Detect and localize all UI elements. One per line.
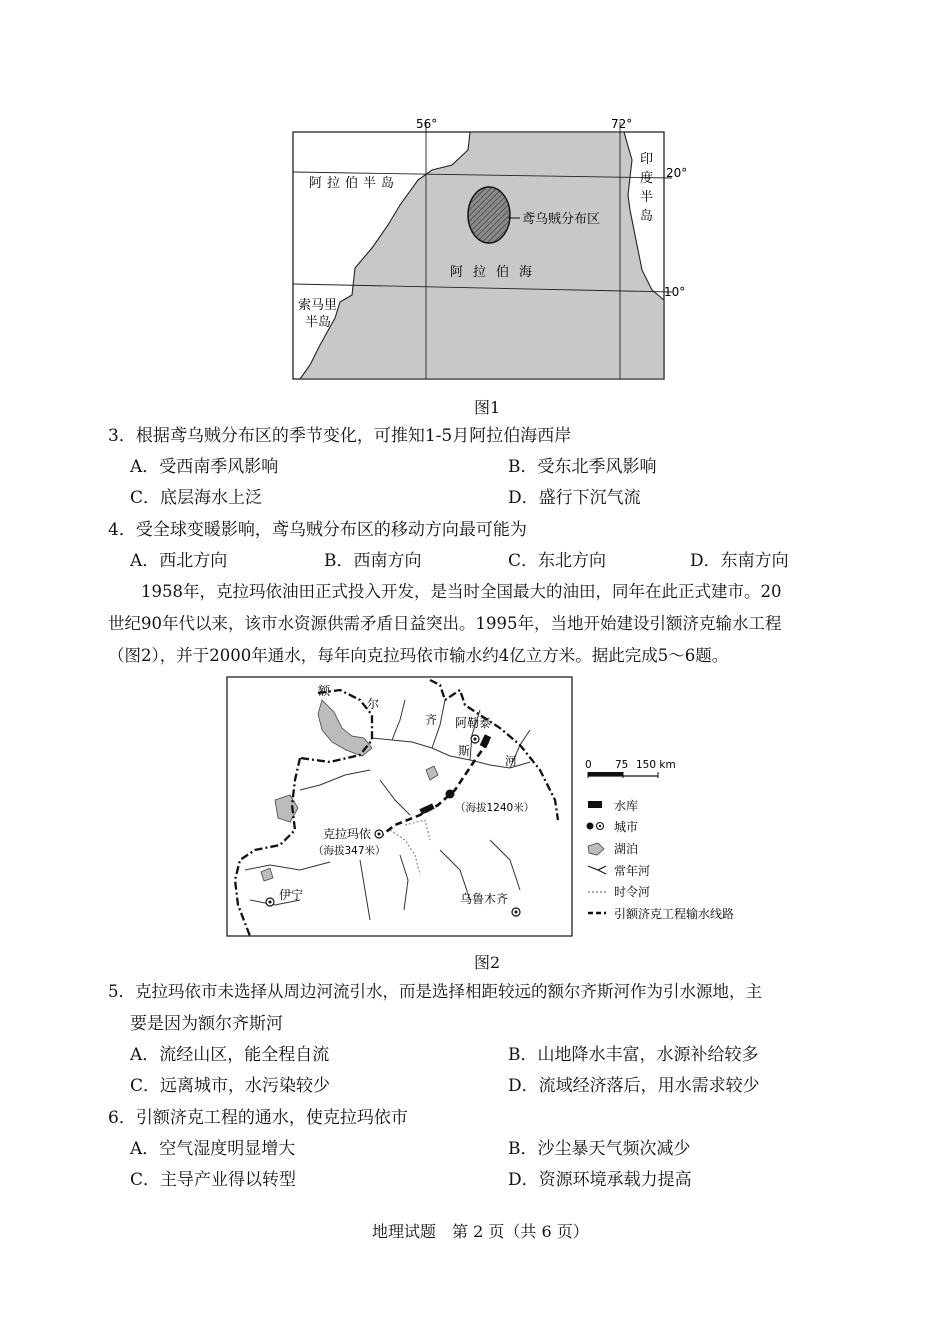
scale-0: 0 xyxy=(585,759,592,771)
label-river-e: 额 xyxy=(318,684,331,698)
india-label-4: 岛 xyxy=(640,209,654,224)
q3-option-c: C．底层海水上泛 xyxy=(130,488,263,508)
scale-bar xyxy=(585,759,676,778)
label-river-si: 斯 xyxy=(458,744,471,758)
squid-distribution-zone xyxy=(468,187,510,243)
q6-stem: 6．引额济克工程的通水，使克拉玛依市 xyxy=(108,1108,408,1128)
legend-route: 引额济克工程输水线路 xyxy=(614,907,735,921)
legend-perennial-icon xyxy=(588,866,606,874)
label-elev-347: （海拔347米） xyxy=(313,845,386,857)
legend-perennial: 常年河 xyxy=(614,864,651,878)
legend-reservoir-icon xyxy=(588,801,602,808)
legend-city-icon-1 xyxy=(587,823,594,830)
legend xyxy=(587,798,735,921)
india-label-1: 印 xyxy=(640,152,654,167)
scale-75: 75 xyxy=(615,759,629,771)
sea-label: 阿拉伯海 xyxy=(450,265,543,280)
label-river-qi: 齐 xyxy=(425,713,438,727)
passage-line-2: 世纪90年代以来，该市水资源供需矛盾日益突出。1995年，当地开始建设引额济克输水工程 xyxy=(108,614,782,633)
label-karamay: 克拉玛依 xyxy=(323,827,372,841)
figure-1-map xyxy=(280,110,700,385)
figure-2-map xyxy=(220,670,740,942)
lat-10-label: 10° xyxy=(664,285,686,299)
q5-option-c: C．远离城市，水污染较少 xyxy=(130,1076,331,1096)
q5-option-d: D．流域经济落后，用水需求较少 xyxy=(508,1076,760,1096)
legend-lake: 湖泊 xyxy=(614,842,639,856)
lon-72-label: 72° xyxy=(611,117,633,131)
legend-city: 城市 xyxy=(614,820,639,834)
zone-label: 鸢乌贼分布区 xyxy=(522,212,601,227)
q3-option-b: B．受东北季风影响 xyxy=(508,457,657,477)
q4-option-a: A．西北方向 xyxy=(130,551,228,571)
label-urumqi: 乌鲁木齐 xyxy=(460,892,509,906)
q6-option-a: A．空气湿度明显增大 xyxy=(130,1139,296,1159)
label-yining: 伊宁 xyxy=(279,888,304,902)
passage-line-1: 1958年，克拉玛依油田正式投入开发，是当时全国最大的油田，同年在此正式建市。20 xyxy=(141,582,782,601)
legend-lake-icon xyxy=(588,843,604,855)
q4-option-c: C．东北方向 xyxy=(508,551,607,571)
scale-150: 150 km xyxy=(636,759,676,771)
lon-56-label: 56° xyxy=(416,117,438,131)
q6-option-c: C．主导产业得以转型 xyxy=(130,1170,297,1190)
lat-20-label: 20° xyxy=(666,166,688,180)
somali-label-1: 索马里 xyxy=(298,298,338,313)
q5-option-a: A．流经山区，能全程自流 xyxy=(130,1045,330,1065)
label-river-he: 河 xyxy=(505,754,518,768)
q5-option-b: B．山地降水丰富，水源补给较多 xyxy=(508,1045,759,1065)
q3-stem: 3．根据鸢乌贼分布区的季节变化，可推知1-5月阿拉伯海西岸 xyxy=(108,426,572,446)
q4-stem: 4．受全球变暖影响，鸢乌贼分布区的移动方向最可能为 xyxy=(108,520,527,540)
label-river-er: 尔 xyxy=(367,697,380,711)
q4-option-d: D．东南方向 xyxy=(690,551,789,571)
q6-option-d: D．资源环境承载力提高 xyxy=(508,1170,692,1190)
q5-stem-line-2: 要是因为额尔齐斯河 xyxy=(130,1014,283,1034)
figure-1-caption: 图1 xyxy=(474,398,501,417)
page-footer: 地理试题 第 2 页（共 6 页） xyxy=(372,1222,589,1241)
india-label-3: 半 xyxy=(640,190,654,205)
q3-option-d: D．盛行下沉气流 xyxy=(508,488,641,508)
label-elev-1240: （海拔1240米） xyxy=(455,802,535,814)
q6-option-b: B．沙尘暴天气频次减少 xyxy=(508,1139,691,1159)
somali-label-2: 半岛 xyxy=(305,315,332,330)
legend-reservoir: 水库 xyxy=(614,799,639,813)
passage-line-3: （图2），并于2000年通水，每年向克拉玛依市输水约4亿立方米。据此完成5～6题。 xyxy=(108,646,729,665)
q4-option-b: B．西南方向 xyxy=(324,551,422,571)
q5-stem-line-1: 5．克拉玛依市未选择从周边河流引水，而是选择相距较远的额尔齐斯河作为引水源地，主 xyxy=(108,982,762,1001)
legend-seasonal: 时令河 xyxy=(614,885,651,899)
arabia-label: 阿拉伯半岛 xyxy=(309,176,400,191)
india-label-2: 度 xyxy=(640,171,654,186)
q3-option-a: A．受西南季风影响 xyxy=(130,457,279,477)
label-altay: 阿勒泰 xyxy=(455,716,492,730)
figure-2-caption: 图2 xyxy=(474,953,501,972)
